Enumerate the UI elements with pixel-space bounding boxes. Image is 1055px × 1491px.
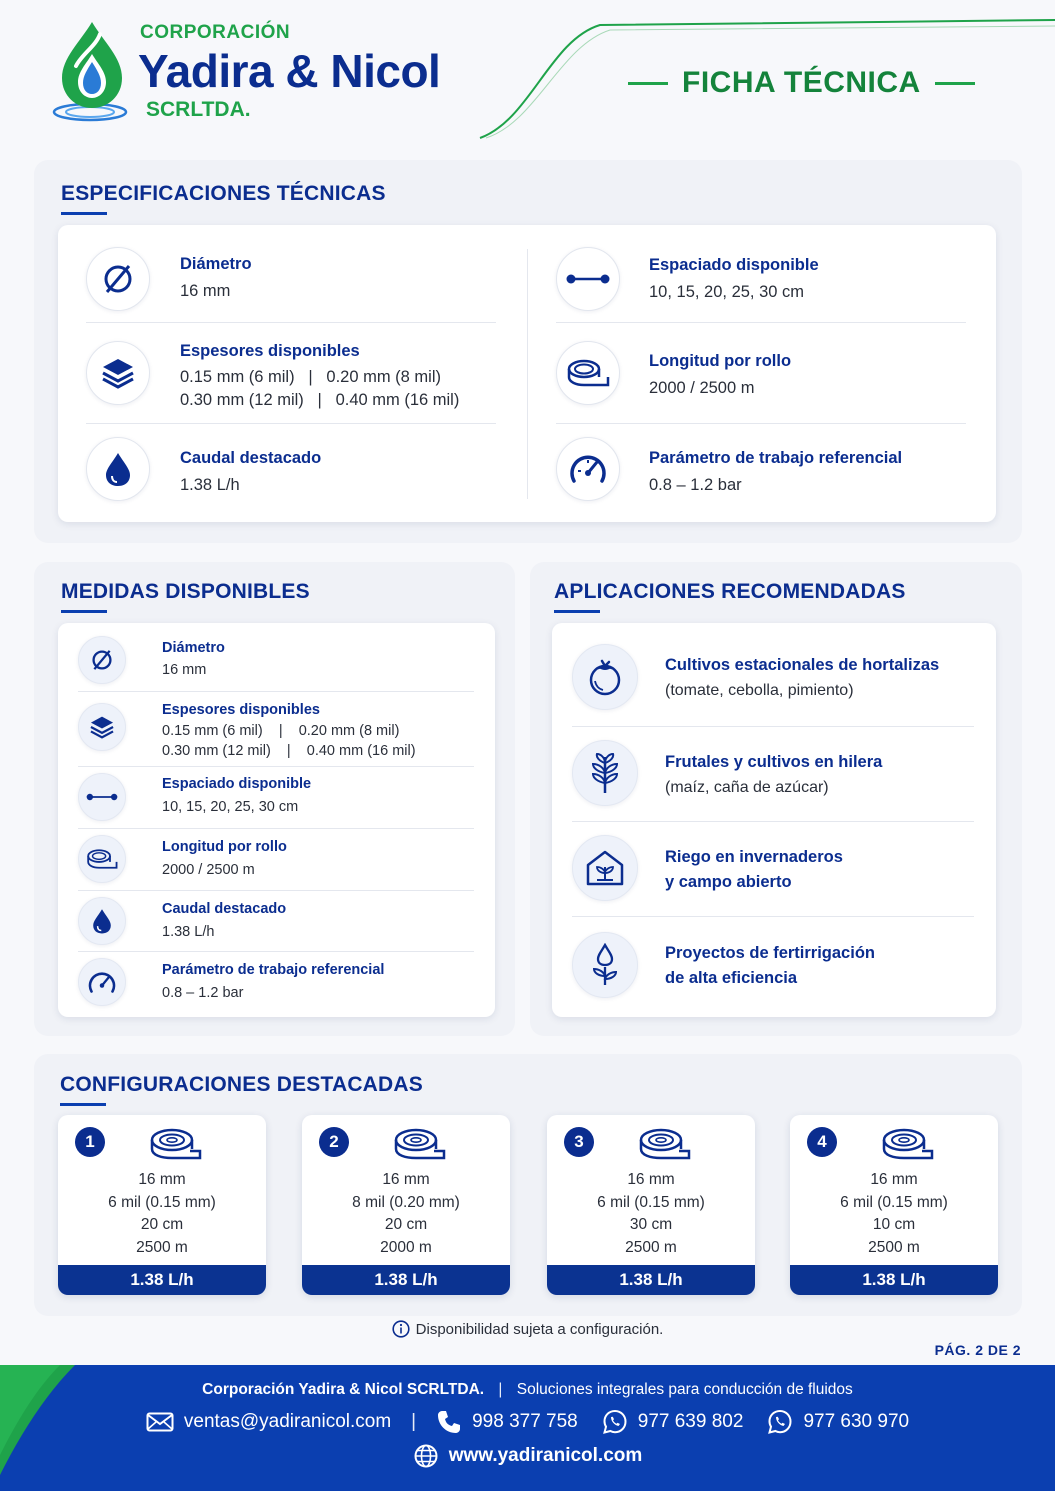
divider (78, 691, 474, 692)
medida-flow-value: 1.38 L/h (162, 924, 215, 940)
config-spacing: 10 cm (872, 1216, 916, 1233)
divider (572, 726, 974, 727)
title-bar-left (628, 82, 668, 85)
footer-whatsapp-1[interactable]: 977 639 802 (637, 1411, 744, 1432)
spec-pressure-label: Parámetro de trabajo referencial (649, 449, 903, 467)
footer-phone[interactable]: 998 377 758 (472, 1411, 578, 1432)
config-underline (60, 1103, 106, 1106)
spec-diameter-value: 16 mm (180, 282, 231, 300)
footer-company-line (0, 1381, 1055, 1399)
whatsapp-icon (602, 1409, 628, 1435)
medida-length-label: Longitud por rollo (162, 839, 287, 855)
divider (78, 766, 474, 767)
medida-pressure-value: 0.8 – 1.2 bar (162, 985, 244, 1001)
footer-email[interactable]: ventas@yadiranicol.com (183, 1411, 392, 1432)
hose-roll-icon (144, 1127, 204, 1163)
aplicaciones-underline (554, 610, 600, 613)
app-hortalizas-sub: (tomate, cebolla, pimiento) (665, 682, 854, 699)
spec-thickness-value-2: 0.30 mm (12 mil) | 0.40 mm (16 mil) (180, 391, 460, 409)
config-number: 4 (807, 1127, 837, 1157)
gauge-icon (78, 958, 126, 1006)
medida-thickness-value-1: 0.15 mm (6 mil) | 0.20 mm (8 mil) (162, 723, 400, 739)
footer (0, 1365, 1055, 1491)
config-card-4 (790, 1115, 998, 1295)
spec-thickness-label: Espesores disponibles (180, 342, 360, 360)
config-title: CONFIGURACIONES DESTACADAS (60, 1073, 423, 1096)
spec-length-value: 2000 / 2500 m (649, 379, 755, 397)
info-icon (392, 1320, 410, 1338)
spec-length-label: Longitud por rollo (649, 352, 792, 370)
globe-icon (413, 1443, 439, 1469)
config-specs (302, 1169, 510, 1259)
medida-flow-label: Caudal destacado (162, 901, 287, 917)
specs-title: ESPECIFICACIONES TÉCNICAS (61, 182, 386, 205)
ficha-tecnica-title: FICHA TÉCNICA (682, 66, 921, 99)
hose-roll-icon (78, 835, 126, 883)
config-thickness: 6 mil (0.15 mm) (597, 1193, 705, 1211)
layers-icon (86, 341, 150, 405)
medidas-title: MEDIDAS DISPONIBLES (61, 580, 310, 603)
spec-diameter-label: Diámetro (180, 255, 252, 273)
config-card-2 (302, 1115, 510, 1295)
aplicaciones-section (530, 562, 1022, 1036)
config-diameter: 16 mm (870, 1171, 918, 1188)
page-number: PÁG. 2 DE 2 (934, 1342, 1021, 1358)
water-drop-icon (86, 437, 150, 501)
document-title (628, 66, 978, 100)
spacing-icon (556, 247, 620, 311)
footer-separator: | (498, 1381, 503, 1398)
app-fertirrigacion-title-2: de alta eficiencia (665, 969, 798, 987)
app-frutales-title: Frutales y cultivos en hilera (665, 753, 883, 771)
footer-contact-line (0, 1409, 1055, 1435)
medida-length-value: 2000 / 2500 m (162, 862, 255, 878)
medida-diameter-value: 16 mm (162, 662, 207, 678)
greenhouse-icon (572, 835, 638, 901)
brand-sub: SCRLTDA. (146, 98, 251, 121)
divider (86, 322, 496, 323)
fertigation-icon (572, 932, 638, 998)
config-length: 2500 m (625, 1238, 677, 1256)
app-frutales-sub: (maíz, caña de azúcar) (665, 779, 829, 796)
footer-whatsapp-2[interactable]: 977 630 970 (803, 1411, 910, 1432)
medida-thickness-label: Espesores disponibles (162, 702, 320, 718)
hose-roll-icon (876, 1127, 936, 1163)
hose-roll-icon (633, 1127, 693, 1163)
config-thickness: 6 mil (0.15 mm) (840, 1193, 948, 1211)
spec-thickness-value-1: 0.15 mm (6 mil) | 0.20 mm (8 mil) (180, 368, 441, 386)
app-invernaderos-title-2: y campo abierto (665, 873, 792, 891)
divider (556, 322, 966, 323)
spec-flow-label: Caudal destacado (180, 449, 322, 467)
config-specs (790, 1169, 998, 1259)
footer-separator: | (411, 1411, 417, 1432)
gauge-icon (556, 437, 620, 501)
divider (572, 821, 974, 822)
diameter-icon (86, 247, 150, 311)
config-length: 2000 m (380, 1238, 432, 1256)
phone-icon (436, 1409, 462, 1435)
footer-tagline: Soluciones integrales para conducción de fluidos (516, 1381, 853, 1398)
aplicaciones-title: APLICACIONES RECOMENDADAS (554, 580, 906, 603)
medida-diameter-label: Diámetro (162, 640, 225, 656)
availability-note (0, 1320, 1055, 1338)
config-card-1 (58, 1115, 266, 1295)
availability-note-text: Disponibilidad sujeta a configuración. (415, 1320, 664, 1338)
divider (556, 423, 966, 424)
title-bar-right (935, 82, 975, 85)
medida-pressure-label: Parámetro de trabajo referencial (162, 962, 385, 978)
spec-spacing-value: 10, 15, 20, 25, 30 cm (649, 283, 805, 301)
config-specs (58, 1169, 266, 1259)
plant-icon (572, 740, 638, 806)
config-length: 2500 m (136, 1238, 188, 1256)
specs-underline (61, 212, 107, 215)
tomato-icon (572, 644, 638, 710)
config-spacing: 20 cm (384, 1216, 428, 1233)
spec-pressure-value: 0.8 – 1.2 bar (649, 476, 742, 494)
config-flow: 1.38 L/h (790, 1265, 998, 1295)
config-number: 1 (75, 1127, 105, 1157)
medidas-card (58, 623, 495, 1017)
config-thickness: 6 mil (0.15 mm) (108, 1193, 216, 1211)
app-fertirrigacion-title-1: Proyectos de fertirrigación (665, 944, 875, 962)
config-diameter: 16 mm (627, 1171, 675, 1188)
config-diameter: 16 mm (138, 1171, 186, 1188)
config-spacing: 20 cm (140, 1216, 184, 1233)
specs-section (34, 160, 1022, 543)
footer-company: Corporación Yadira & Nicol SCRLTDA. (202, 1381, 485, 1398)
medidas-section (34, 562, 515, 1036)
aplicaciones-card (552, 623, 996, 1017)
medida-thickness-value-2: 0.30 mm (12 mil) | 0.40 mm (16 mil) (162, 743, 416, 759)
config-flow: 1.38 L/h (547, 1265, 755, 1295)
config-thickness: 8 mil (0.20 mm) (352, 1193, 460, 1211)
diameter-icon (78, 636, 126, 684)
footer-website-line (0, 1443, 1055, 1469)
spacing-icon (78, 773, 126, 821)
config-number: 2 (319, 1127, 349, 1157)
whatsapp-icon (767, 1409, 793, 1435)
hose-roll-icon (556, 341, 620, 405)
app-hortalizas-title: Cultivos estacionales de hortalizas (665, 656, 940, 674)
config-length: 2500 m (868, 1238, 920, 1256)
specs-divider (527, 249, 528, 499)
divider (78, 890, 474, 891)
footer-website[interactable]: www.yadiranicol.com (448, 1445, 643, 1466)
spec-flow-value: 1.38 L/h (180, 476, 240, 494)
email-icon (146, 1412, 174, 1432)
app-invernaderos-title-1: Riego en invernaderos (665, 848, 843, 866)
hose-roll-icon (388, 1127, 448, 1163)
medida-spacing-label: Espaciado disponible (162, 776, 312, 792)
config-card-3 (547, 1115, 755, 1295)
header (0, 0, 1055, 150)
water-drop-icon (78, 897, 126, 945)
brand-name: Yadira & Nicol (138, 45, 441, 97)
config-flow: 1.38 L/h (302, 1265, 510, 1295)
medida-spacing-value: 10, 15, 20, 25, 30 cm (162, 799, 299, 815)
config-diameter: 16 mm (382, 1171, 430, 1188)
medidas-underline (61, 610, 107, 613)
divider (572, 916, 974, 917)
config-specs (547, 1169, 755, 1259)
config-flow: 1.38 L/h (58, 1265, 266, 1295)
brand-top: CORPORACIÓN (140, 22, 291, 43)
config-spacing: 30 cm (629, 1216, 673, 1233)
specs-card (58, 225, 996, 522)
divider (86, 423, 496, 424)
divider (78, 951, 474, 952)
config-number: 3 (564, 1127, 594, 1157)
logo-drop-icon (52, 20, 132, 125)
divider (78, 828, 474, 829)
layers-icon (78, 703, 126, 751)
spec-spacing-label: Espaciado disponible (649, 256, 819, 274)
